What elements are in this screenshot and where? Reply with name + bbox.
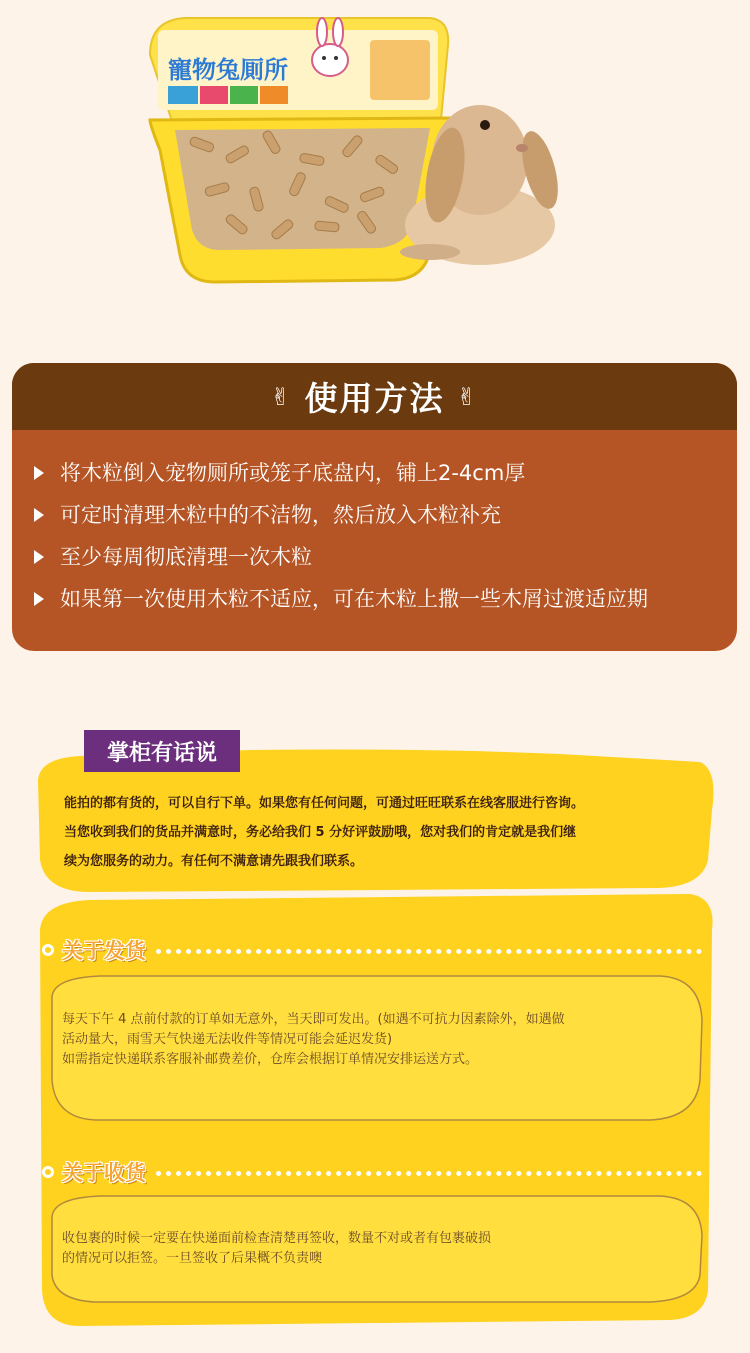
box-title: 寵物兔厠所 [168,56,288,84]
usage-header [12,363,737,430]
notice-tag: 掌柜有话说 [84,730,240,772]
list-item: 将木粒倒入宠物厕所或笼子底盘内，铺上2-4cm厚 [34,452,737,494]
receiving-title: 关于收货 [62,1161,146,1185]
list-item: 至少每周彻底清理一次木粒 [34,536,737,578]
circle-icon [42,944,54,956]
receiving-header [42,1157,702,1187]
triangle-bullet-icon [34,466,44,480]
triangle-bullet-icon [34,550,44,564]
product-image [0,0,750,330]
triangle-bullet-icon [34,592,44,606]
bunny-icon: ✌ [456,382,479,411]
usage-section [12,363,737,651]
usage-list [12,430,737,620]
receiving-text: 收包裹的时候一定要在快递面前检查清楚再签收，数量不对或者有包裹破损 的情况可以拒签。一旦签收了后果概不负责噢 [62,1231,492,1266]
usage-title: 使用方法 [304,379,445,418]
list-item: 可定时清理木粒中的不洁物，然后放入木粒补充 [34,494,737,536]
bunny-icon: ✌ [270,382,293,411]
shipping-text: 每天下午 4 点前付款的订单如无意外，当天即可发出。(如遇不可抗力因素除外，如遇做 活动量大，雨雪天气快递无法收件等情况可能会延迟发货) 如需指定快递联系客服补邮费差价，仓库会根据订单情况安排运送方式。 [62,1012,565,1067]
circle-icon [42,1166,54,1178]
dotted-divider [156,1171,702,1176]
list-item: 如果第一次使用木粒不适应，可在木粒上撒一些木屑过渡适应期 [34,578,737,620]
shipping-title: 关于发货 [62,939,146,963]
shipping-header [42,935,702,965]
notice-text: 能拍的都有货的，可以自行下单。如果您有任何问题，可通过旺旺联系在线客服进行咨询。 当您收到我们的货品并满意时，务必给我们 5 分好评鼓励哦，您对我们的肯定就是我们继 续为您服务的动力。有任何不满意请先跟我们联系。 [64,796,585,869]
dotted-divider [156,949,702,954]
triangle-bullet-icon [34,508,44,522]
